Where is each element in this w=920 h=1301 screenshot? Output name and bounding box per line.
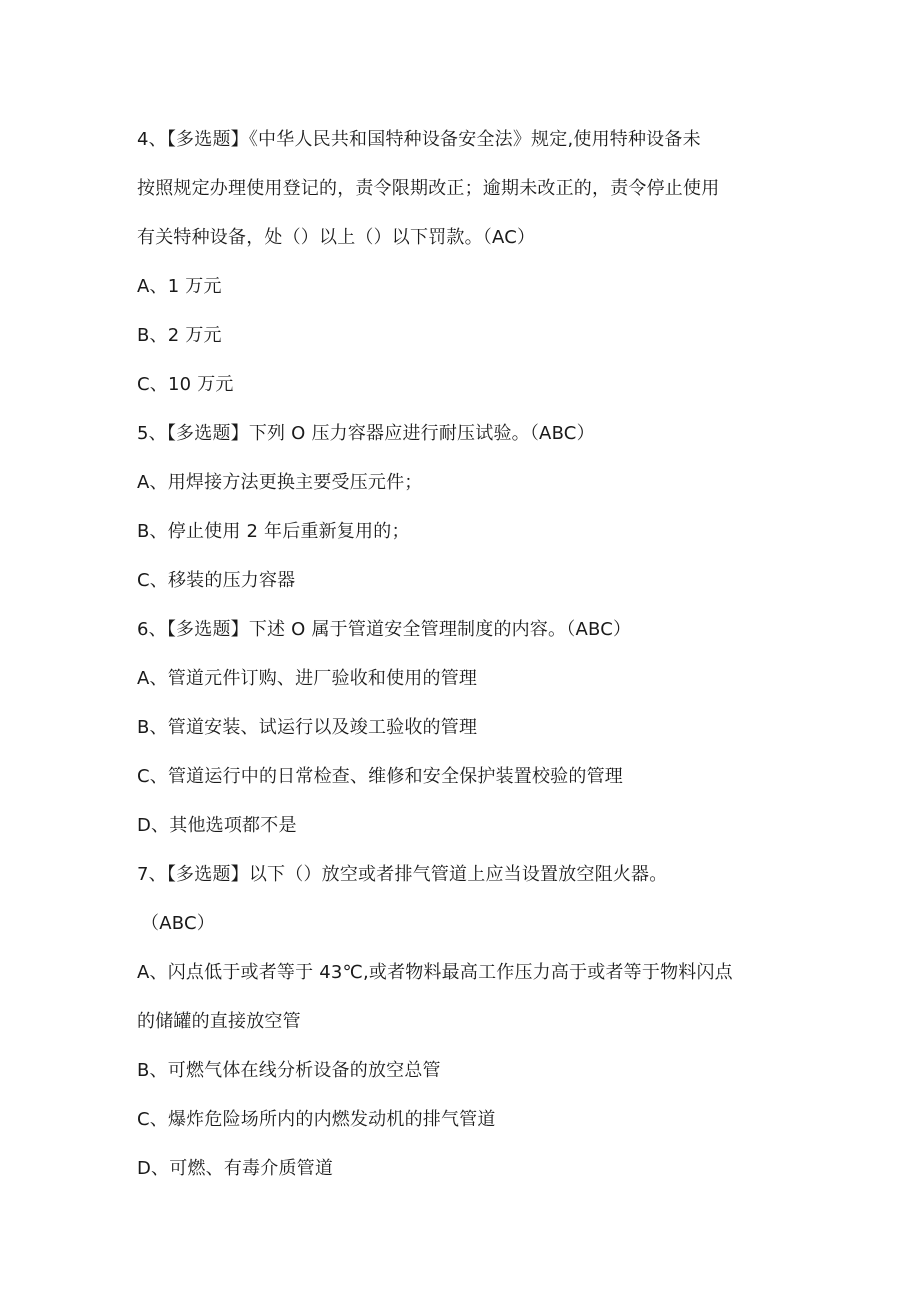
question-text-line: 6、【多选题】下述 O 属于管道安全管理制度的内容。（ABC） (137, 619, 632, 640)
option-c: C、移装的压力容器 (137, 570, 296, 591)
option-a: A、闪点低于或者等于 43℃,或者物料最高工作压力高于或者等于物料闪点 (137, 962, 733, 983)
question-text-line: 5、【多选题】下列 O 压力容器应进行耐压试验。（ABC） (137, 423, 595, 444)
option-c: C、爆炸危险场所内的内燃发动机的排气管道 (137, 1109, 496, 1130)
question-5 (137, 409, 797, 605)
question-text-line: 按照规定办理使用登记的，责令限期改正；逾期未改正的，责令停止使用 (137, 178, 720, 199)
question-4 (137, 115, 797, 409)
option-b: B、停止使用 2 年后重新复用的； (137, 521, 410, 542)
option-d: D、可燃、有毒介质管道 (137, 1158, 334, 1179)
option-a: A、用焊接方法更换主要受压元件； (137, 472, 423, 493)
option-d: D、其他选项都不是 (137, 815, 297, 836)
option-a: A、管道元件订购、进厂验收和使用的管理 (137, 668, 478, 689)
option-a-continuation: 的储罐的直接放空管 (137, 1011, 301, 1032)
question-text-line: 4、【多选题】《中华人民共和国特种设备安全法》规定,使用特种设备未 (137, 129, 701, 150)
option-b: B、可燃气体在线分析设备的放空总管 (137, 1060, 441, 1081)
option-b: B、管道安装、试运行以及竣工验收的管理 (137, 717, 478, 738)
option-c: C、管道运行中的日常检查、维修和安全保护装置校验的管理 (137, 766, 623, 787)
option-b: B、2 万元 (137, 325, 222, 346)
document-page (137, 115, 797, 1193)
question-text-line: 7、【多选题】以下（）放空或者排气管道上应当设置放空阻火器。 (137, 864, 668, 885)
option-a: A、1 万元 (137, 276, 222, 297)
question-6 (137, 605, 797, 850)
question-text-line: 有关特种设备，处（）以上（）以下罚款。（AC） (137, 227, 536, 248)
option-c: C、10 万元 (137, 374, 234, 395)
question-answer-line: （ABC） (141, 913, 215, 934)
question-7 (137, 850, 797, 1193)
